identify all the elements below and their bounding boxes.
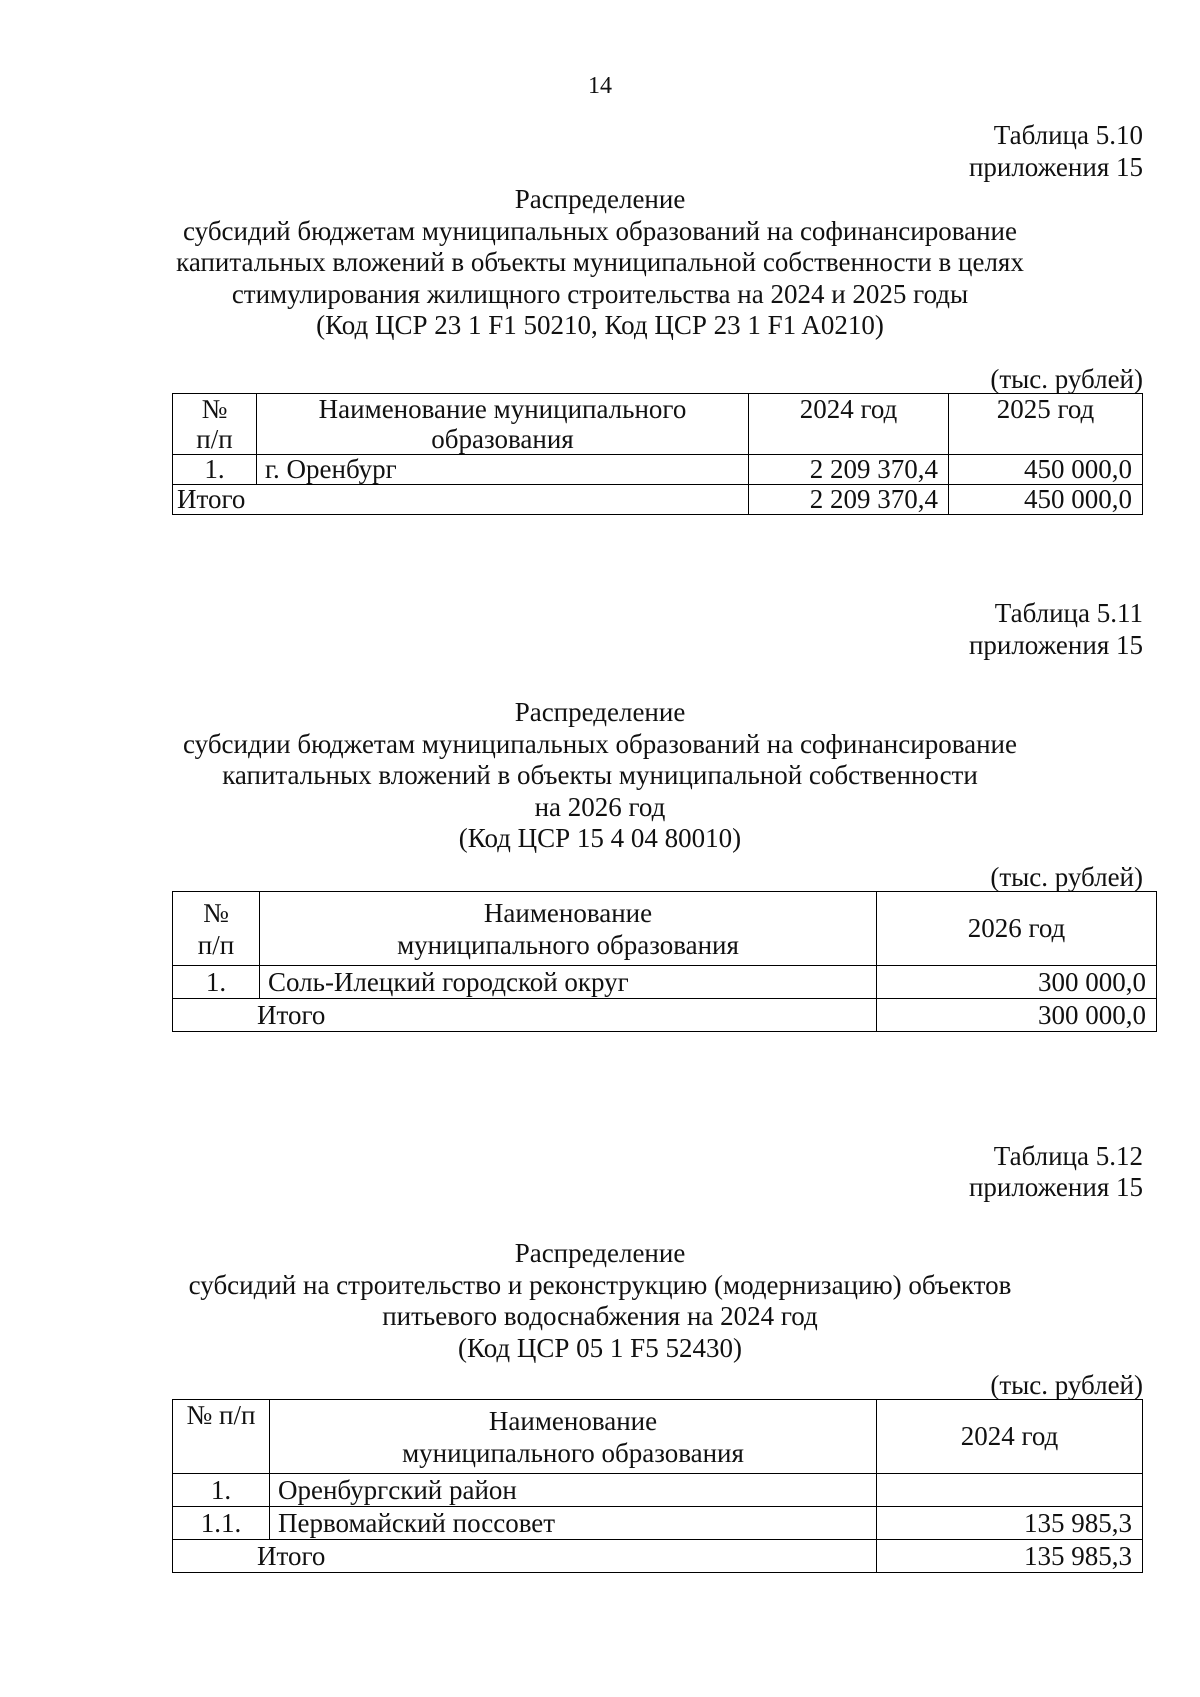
total-value-2025: 450 000,0 (949, 485, 1143, 515)
subsidy-table-5-11 (172, 891, 1157, 1032)
header-year-2024: 2024 год (877, 1400, 1143, 1474)
total-value-2024: 2 209 370,4 (749, 485, 949, 515)
header-num-line: п/п (197, 929, 235, 960)
table-header-row (173, 394, 1143, 455)
appendix-label: приложения 15 (968, 630, 1143, 660)
table-label: Таблица 5.11 (994, 598, 1143, 628)
header-num-line: № (201, 394, 228, 424)
row-name: Оренбургский район (270, 1474, 877, 1507)
header-year-2026: 2026 год (877, 892, 1157, 966)
title-line: (Код ЦСР 05 1 F5 52430) (458, 1332, 742, 1363)
header-num: № п/п (173, 1400, 270, 1474)
header-name (260, 892, 877, 966)
header-name-line: муниципального образования (397, 929, 739, 960)
section-title (0, 184, 1200, 342)
table-row (173, 1507, 1143, 1540)
subsidy-table-5-12 (172, 1399, 1143, 1573)
row-value-2024 (877, 1474, 1143, 1507)
header-name-line: Наименование (483, 897, 653, 928)
title-line: капитальных вложений в объекты муниципальной собственности (222, 760, 978, 790)
title-line: (Код ЦСР 15 4 04 80010) (458, 823, 742, 853)
appendix-label: приложения 15 (968, 1172, 1143, 1202)
subsidy-table-5-10 (172, 393, 1143, 515)
total-value-2026: 300 000,0 (877, 999, 1157, 1032)
header-num (173, 394, 257, 455)
title-line: стимулирования жилищного строительства на 2024 и 2025 годы (231, 278, 969, 309)
title-line: Распределение (514, 697, 686, 727)
page-number: 14 (588, 73, 612, 99)
header-name (257, 394, 749, 455)
header-name-line: муниципального образования (402, 1437, 744, 1468)
header-year-2025: 2025 год (949, 394, 1143, 455)
table-row (173, 966, 1157, 999)
row-num: 1. (173, 1474, 270, 1507)
total-label: Итого (173, 1540, 877, 1573)
total-row (173, 999, 1157, 1032)
units-label: (тыс. рублей) (990, 364, 1143, 394)
total-label: Итого (173, 999, 877, 1032)
row-value-2024: 2 209 370,4 (749, 455, 949, 485)
table-label: Таблица 5.10 (993, 120, 1143, 150)
table-row (173, 455, 1143, 485)
title-line: Распределение (514, 184, 686, 214)
row-value-2024: 135 985,3 (877, 1507, 1143, 1540)
table-row (173, 1474, 1143, 1507)
units-label: (тыс. рублей) (990, 862, 1143, 892)
header-year-2024: 2024 год (749, 394, 949, 455)
section-title (0, 697, 1200, 855)
row-num: 1. (173, 966, 260, 999)
total-row (173, 485, 1143, 515)
table-header-row (173, 892, 1157, 966)
header-num-line: № (203, 897, 229, 928)
total-value-2024: 135 985,3 (877, 1540, 1143, 1573)
title-line: субсидий бюджетам муниципальных образований на софинансирование (183, 215, 1017, 246)
title-line: капитальных вложений в объекты муниципальной собственности в целях (176, 247, 1024, 277)
table-label: Таблица 5.12 (993, 1141, 1143, 1171)
row-name: Соль-Илецкий городской округ (260, 966, 877, 999)
header-num (173, 892, 260, 966)
header-num-line: п/п (196, 424, 233, 454)
row-name: Первомайский поссовет (270, 1507, 877, 1540)
row-name: г. Оренбург (257, 455, 749, 485)
units-label: (тыс. рублей) (990, 1370, 1143, 1400)
total-label: Итого (173, 485, 749, 515)
header-name-line: Наименование муниципального (318, 394, 687, 424)
section-title (0, 1238, 1200, 1364)
title-line: субсидий на строительство и реконструкцию (модернизацию) объектов (188, 1269, 1012, 1300)
table-header-row (173, 1400, 1143, 1474)
title-line: Распределение (514, 1238, 686, 1268)
row-num: 1. (173, 455, 257, 485)
header-name-line: образования (431, 424, 574, 454)
header-name-line: Наименование (488, 1405, 658, 1436)
row-value-2025: 450 000,0 (949, 455, 1143, 485)
title-line: субсидии бюджетам муниципальных образований на софинансирование (183, 728, 1017, 759)
header-name (270, 1400, 877, 1474)
total-row (173, 1540, 1143, 1573)
title-line: (Код ЦСР 23 1 F1 50210, Код ЦСР 23 1 F1 A0210) (316, 310, 884, 340)
row-num: 1.1. (173, 1507, 270, 1540)
row-value-2026: 300 000,0 (877, 966, 1157, 999)
title-line: питьевого водоснабжения на 2024 год (382, 1301, 818, 1331)
title-line: на 2026 год (534, 791, 666, 822)
appendix-label: приложения 15 (968, 152, 1143, 182)
